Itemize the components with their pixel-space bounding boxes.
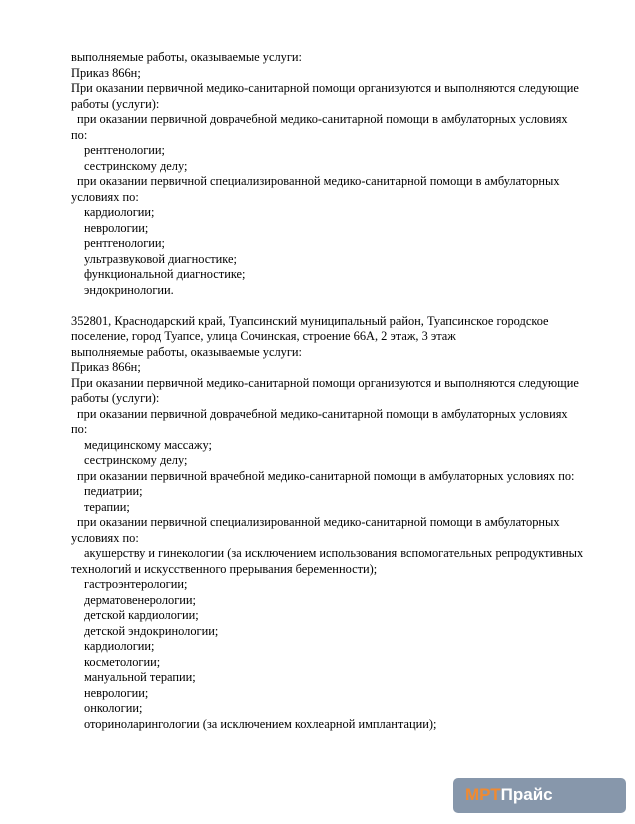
service-item: гастроэнтерологии;: [84, 577, 188, 591]
intro-text: При оказании первичной медико-санитарной помощи организуются и выполняются следующие: [71, 375, 579, 390]
service-item: онкологии;: [84, 701, 143, 715]
service-item: дерматовенерологии;: [84, 592, 196, 607]
service-item: педиатрии;: [84, 484, 143, 498]
intro-text: При оказании первичной медико-санитарной помощи организуются и выполняются следующие: [71, 81, 579, 95]
service-item: кардиологии;: [84, 639, 155, 653]
service-item: рентгенологии;: [84, 143, 165, 157]
doctor-care-heading: при оказании первичной врачебной медико-санитарной помощи в амбулаторных условиях по:: [77, 468, 575, 483]
service-item: сестринскому делу;: [84, 158, 188, 173]
service-item: детской эндокринологии;: [84, 623, 219, 638]
service-item: косметологии;: [84, 654, 161, 669]
service-item: эндокринологии.: [84, 282, 174, 297]
address: 352801, Краснодарский край, Туапсинский муниципальный район, Туапсинское городское: [71, 313, 549, 328]
brand-part-mrt: МРТ: [465, 785, 501, 804]
license-document: [71, 50, 611, 732]
brand-logo-text: [465, 785, 553, 805]
paragraph-spacer: [71, 298, 611, 314]
service-item: оториноларингологии (за исключением кохлеарной имплантации);: [84, 716, 437, 731]
service-item: детской кардиологии;: [84, 608, 199, 622]
specialized-care-heading: условиях по:: [71, 189, 139, 204]
specialized-care-heading: условиях по:: [71, 530, 139, 545]
service-item: технологий и искусственного прерывания беременности);: [71, 561, 378, 576]
order-reference: Приказ 866н;: [71, 65, 141, 80]
service-item: кардиологии;: [84, 205, 155, 219]
specialized-care-heading: при оказании первичной специализированной медико-санитарной помощи в амбулаторных: [77, 174, 560, 188]
service-item: мануальной терапии;: [84, 670, 196, 684]
prehospital-care-heading: по:: [71, 422, 88, 436]
specialized-care-heading: при оказании первичной специализированной медико-санитарной помощи в амбулаторных: [77, 515, 560, 529]
service-item: медицинскому массажу;: [84, 437, 212, 452]
intro-text: работы (услуги):: [71, 391, 160, 405]
intro-text: работы (услуги):: [71, 96, 160, 111]
service-item: неврологии;: [84, 220, 149, 235]
service-item: функциональной диагностике;: [84, 267, 246, 281]
order-reference: Приказ 866н;: [71, 360, 141, 374]
prehospital-care-heading: при оказании первичной доврачебной медико-санитарной помощи в амбулаторных условиях: [77, 406, 568, 421]
service-item: ультразвуковой диагностике;: [84, 251, 237, 266]
service-item: неврологии;: [84, 685, 149, 700]
mrtprice-watermark-logo: [453, 778, 626, 813]
service-item: акушерству и гинекологии (за исключением использования вспомогательных репродуктивных: [84, 546, 584, 560]
address: поселение, город Туапсе, улица Сочинская, строение 66А, 2 этаж, 3 этаж: [71, 329, 456, 343]
service-item: сестринскому делу;: [84, 453, 188, 467]
works-heading: выполняемые работы, оказываемые услуги:: [71, 50, 303, 64]
service-item: терапии;: [84, 499, 130, 514]
prehospital-care-heading: по:: [71, 127, 88, 142]
service-item: рентгенологии;: [84, 236, 165, 250]
prehospital-care-heading: при оказании первичной доврачебной медико-санитарной помощи в амбулаторных условиях: [77, 112, 568, 126]
brand-part-price: Прайс: [500, 785, 553, 804]
works-heading: выполняемые работы, оказываемые услуги:: [71, 344, 303, 359]
